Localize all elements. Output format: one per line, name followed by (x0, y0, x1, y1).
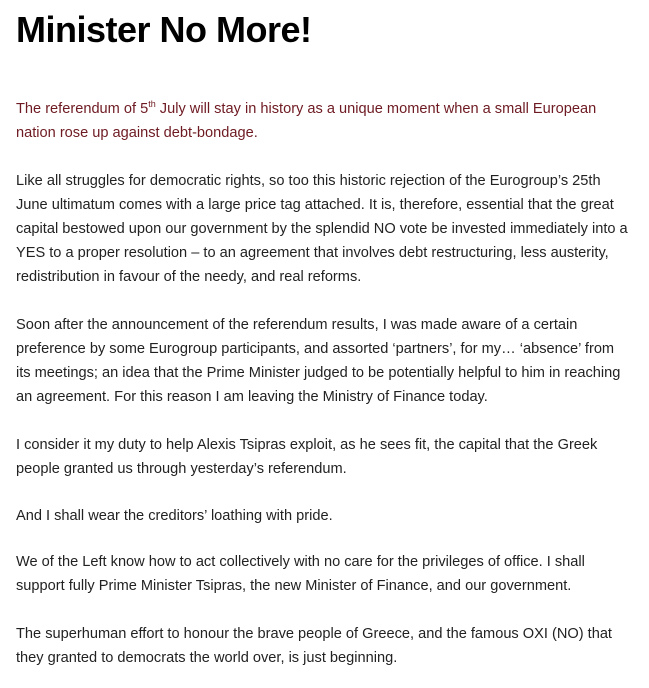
paragraph-duty: I consider it my duty to help Alexis Tsipras exploit, as he sees fit, the capital that the Greek people granted us through yesterday’s referendum. (16, 437, 598, 477)
paragraph-price-tag: Like all struggles for democratic rights, so too this historic rejection of the Eurogroup’s 25th June ultimatum comes with a large price tag attached. It is, therefore, essential that the great capital bestowed upon our government by the splendid NO vote be invested immediately into a YES to a proper resolution – to an agreement that involves debt restructuring, less austerity, redistribution in favour of the needy, and real reforms. (16, 173, 628, 285)
article-title: Minister No More! (16, 9, 312, 50)
lead-text-end: July will stay in history as a unique moment when a small European nation rose up against debt-bondage. (16, 101, 597, 141)
paragraph-support: We of the Left know how to act collectively with no care for the privileges of office. I shall support fully Prime Minister Tsipras, the new Minister of Finance, and our government. (16, 554, 585, 594)
lead-paragraph (16, 97, 628, 145)
paragraph-closing: The superhuman effort to honour the brave people of Greece, and the famous OXI (NO) that they granted to democrats the world over, is just beginning. (16, 626, 612, 666)
paragraph-resignation-reason: Soon after the announcement of the referendum results, I was made aware of a certain preference by some Eurogroup participants, and assorted ‘partners’, for my… ‘absence’ from its meetings; an idea that the Prime Minister judged to be potentially helpful to him in reaching an agreement. For this reason I am leaving the Ministry of Finance today. (16, 317, 621, 405)
paragraph-pride: And I shall wear the creditors’ loathing with pride. (16, 508, 333, 524)
lead-ordinal-suffix: th (148, 99, 156, 109)
lead-text-start: The referendum of 5 (16, 101, 149, 117)
